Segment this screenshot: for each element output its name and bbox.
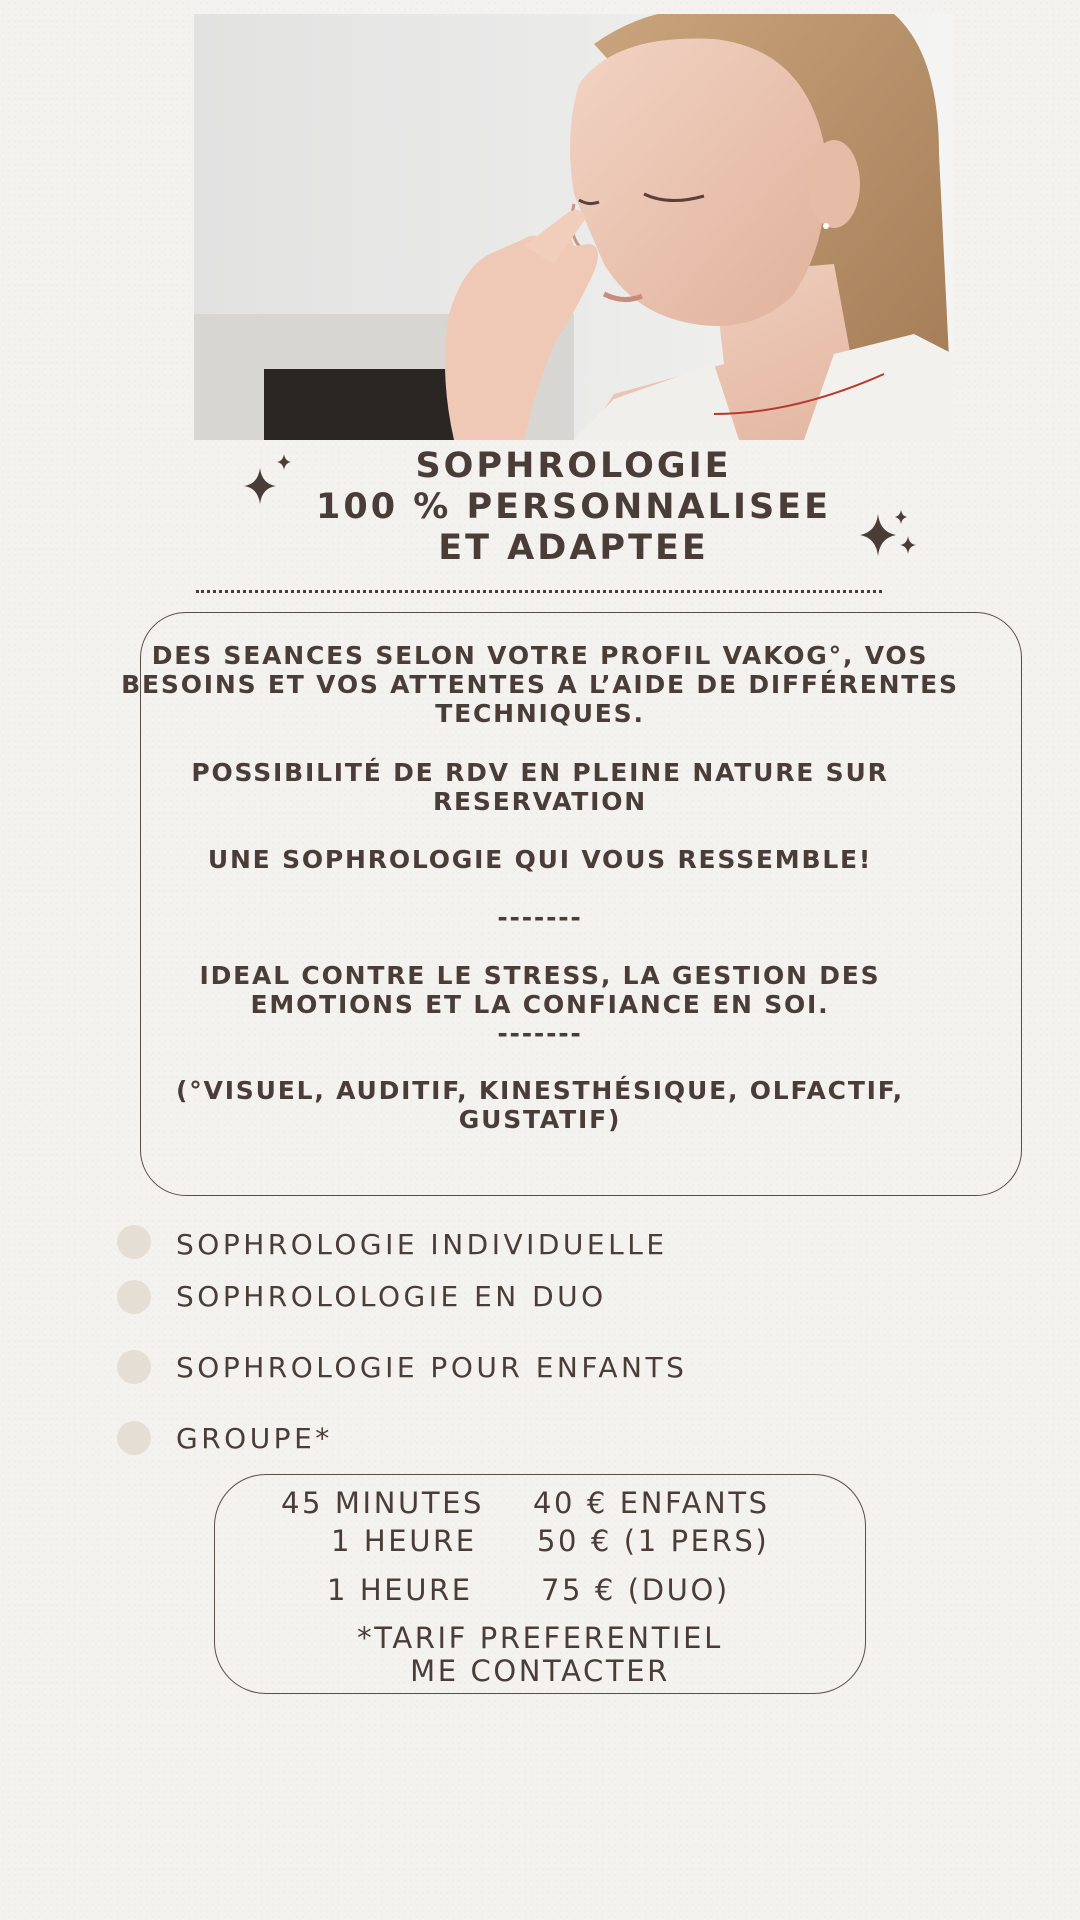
offer-item: SOPHROLOGIE POUR ENFANTS xyxy=(176,1351,688,1384)
info-line: UNE SOPHROLOGIE QUI VOUS RESSEMBLE! xyxy=(207,845,873,874)
bullet-dot xyxy=(117,1225,151,1259)
price-amount: 50 € (1 PERS) xyxy=(537,1524,770,1558)
bullet-dot xyxy=(117,1350,151,1384)
hero-photo xyxy=(194,14,953,440)
price-duration: 1 HEURE xyxy=(331,1524,477,1558)
woman-breathing-image xyxy=(194,14,953,440)
bullet-dot xyxy=(117,1280,151,1314)
info-line: GUSTATIF) xyxy=(458,1105,622,1134)
title-line: ET ADAPTEE xyxy=(438,528,709,568)
info-line: (°VISUEL, AUDITIF, KINESTHÉSIQUE, OLFACTIF, xyxy=(176,1076,904,1105)
info-line: DES SEANCES SELON VOTRE PROFIL VAKOG°, VOS xyxy=(151,641,929,670)
info-line: BESOINS ET VOS ATTENTES A L’AIDE DE DIFFÉRENTES xyxy=(121,670,959,699)
info-line: ------- xyxy=(497,1019,583,1048)
bullet-dot xyxy=(117,1421,151,1455)
info-line: ------- xyxy=(497,903,583,932)
pricing-note: ME CONTACTER xyxy=(410,1654,670,1688)
info-line: TECHNIQUES. xyxy=(435,699,645,728)
price-amount: 75 € (DUO) xyxy=(541,1573,730,1607)
info-line: RESERVATION xyxy=(432,787,648,816)
title-line: 100 % PERSONNALISEE xyxy=(316,487,831,527)
pricing-note: *TARIF PREFERENTIEL xyxy=(357,1621,723,1655)
info-line: EMOTIONS ET LA CONFIANCE EN SOI. xyxy=(250,990,830,1019)
page-title xyxy=(194,446,953,569)
price-duration: 1 HEURE xyxy=(327,1573,473,1607)
dotted-divider xyxy=(196,590,882,593)
title-line: SOPHROLOGIE xyxy=(415,446,732,486)
offer-item: SOPHROLOGIE INDIVIDUELLE xyxy=(176,1228,668,1261)
info-line: POSSIBILITÉ DE RDV EN PLEINE NATURE SUR xyxy=(191,758,889,787)
price-amount: 40 € ENFANTS xyxy=(533,1486,770,1520)
offer-item: SOPHROLOLOGIE EN DUO xyxy=(176,1280,607,1313)
info-line: IDEAL CONTRE LE STRESS, LA GESTION DES xyxy=(199,961,881,990)
price-duration: 45 MINUTES xyxy=(281,1486,485,1520)
offer-item: GROUPE* xyxy=(176,1422,333,1455)
